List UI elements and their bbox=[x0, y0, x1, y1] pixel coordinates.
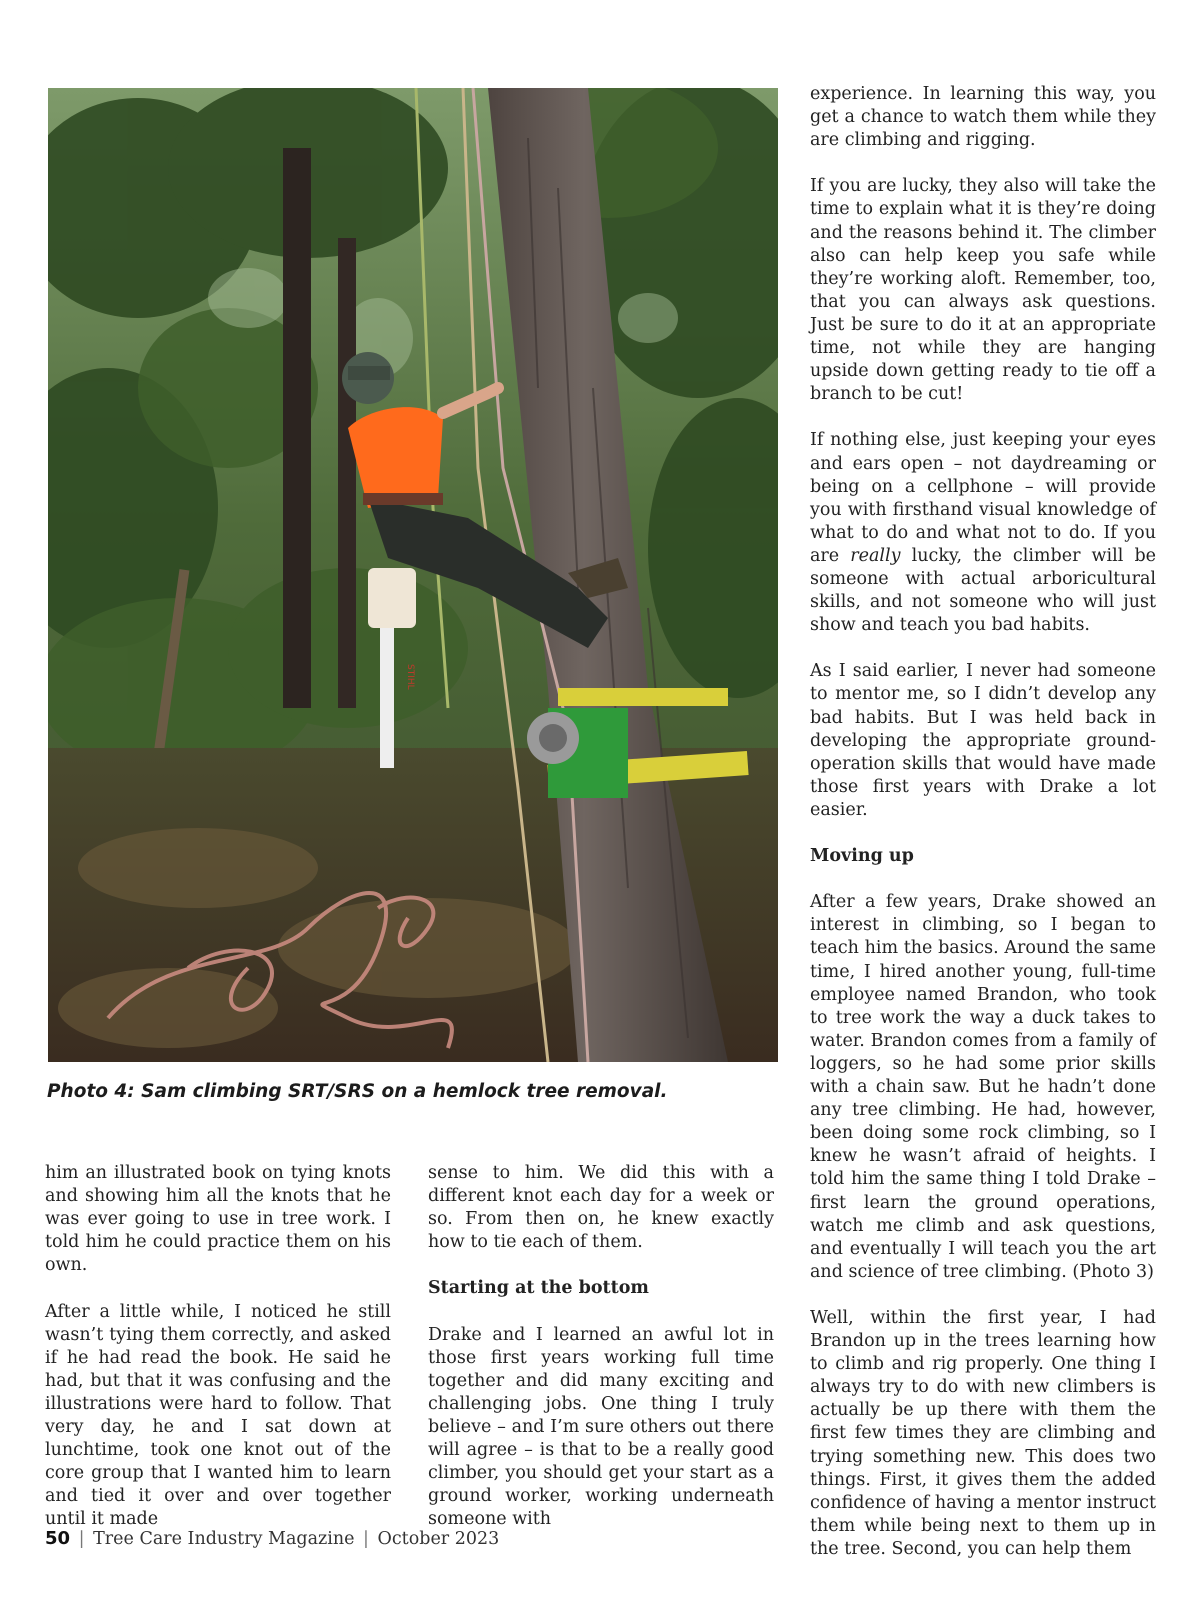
paragraph: As I said earlier, I never had someone to mentor me, so I didn’t develop any bad habits. But I was held back in developing the appropriate ground-operation skills that would have made those first years with Drake a lot easier. bbox=[810, 661, 1156, 820]
article-photo bbox=[48, 88, 778, 1062]
paragraph: Well, within the first year, I had Brandon up in the trees learning how to climb and rig properly. One thing I always try to do with new climbers is actually be up there with them the first few times they are climbing and trying something new. This does two things. First, it gives them the added confidence of having a mentor instruct them while being next to them up in the tree. Second, you can help them bbox=[810, 1307, 1156, 1559]
footer-separator: | bbox=[363, 1529, 369, 1549]
paragraph-text: lucky, the climber will be someone with actual arboricultural skills, and not someone who will just show and teach you bad habits. bbox=[810, 545, 1157, 636]
section-heading: Starting at the bottom bbox=[428, 1278, 649, 1299]
middle-column bbox=[428, 1162, 774, 1532]
paragraph: After a little while, I noticed he still wasn’t tying them correctly, and asked if he had read the book. He said he had, but that it was confusing and the illustrations were hard to follow. That very day, he and I sat down at lunchtime, took one knot out of the core group that I wanted him to learn and tied it over and over together until it made bbox=[45, 1301, 391, 1530]
right-column bbox=[810, 83, 1156, 1561]
paragraph: After a few years, Drake showed an interest in climbing, so I began to teach him the basics. Around the same time, I hired another young, full-time employee named Brandon, who took to tree work the way a duck takes to water. Brandon comes from a family of loggers, so he had some prior skills with a chain saw. But he hadn’t done any tree climbing. He had, however, been doing some rock climbing, so I knew he wasn’t afraid of heights. I told him the same thing I told Drake – first learn the ground operations, watch me climb and ask questions, and eventually I will teach you the art and science of tree climbing. (Photo 3) bbox=[810, 892, 1156, 1282]
photo-caption: Photo 4: Sam climbing SRT/SRS on a hemlock tree removal. bbox=[47, 1081, 668, 1102]
paragraph: If you are lucky, they also will take the time to explain what it is they’re doing and the reasons behind it. The climber also can help keep you safe while they’re working aloft. Remember, too, that you can always ask questions. Just be sure to do it at an appropriate time, not while they are hanging upside down getting ready to tie off a branch to be cut! bbox=[810, 176, 1156, 405]
paragraph: him an illustrated book on tying knots and showing him all the knots that he was ever going to use in tree work. I told him he could practice them on his own. bbox=[45, 1163, 391, 1276]
photo-climber-icon bbox=[48, 88, 778, 1062]
paragraph: sense to him. We did this with a different knot each day for a week or so. From then on, he knew exactly how to tie each of them. bbox=[428, 1163, 774, 1253]
footer-separator: | bbox=[78, 1529, 85, 1549]
page-number: 50 bbox=[45, 1528, 71, 1549]
emphasis-text: really bbox=[850, 545, 901, 566]
saw-brand-label: STIHL bbox=[405, 664, 415, 690]
paragraph-text: If nothing else, just keeping your eyes and ears open – not daydreaming or being on a cellphone – will provide you with firsthand visual knowledge of what to do and what not to do. If you are bbox=[810, 430, 1156, 566]
section-heading: Moving up bbox=[810, 846, 914, 867]
issue-date: October 2023 bbox=[377, 1529, 500, 1549]
paragraph: experience. In learning this way, you get a chance to watch them while they are climbing and rigging. bbox=[810, 84, 1156, 151]
paragraph bbox=[810, 429, 1156, 637]
page-footer bbox=[45, 1527, 745, 1551]
paragraph: Drake and I learned an awful lot in those first years working full time together and did many exciting and challenging jobs. One thing I truly believe – and I’m sure others out there will agree – is that to be a really good climber, you should get your start as a ground worker, working underneath someone with bbox=[428, 1324, 774, 1530]
left-column bbox=[45, 1162, 391, 1532]
magazine-name: Tree Care Industry Magazine bbox=[93, 1529, 355, 1549]
